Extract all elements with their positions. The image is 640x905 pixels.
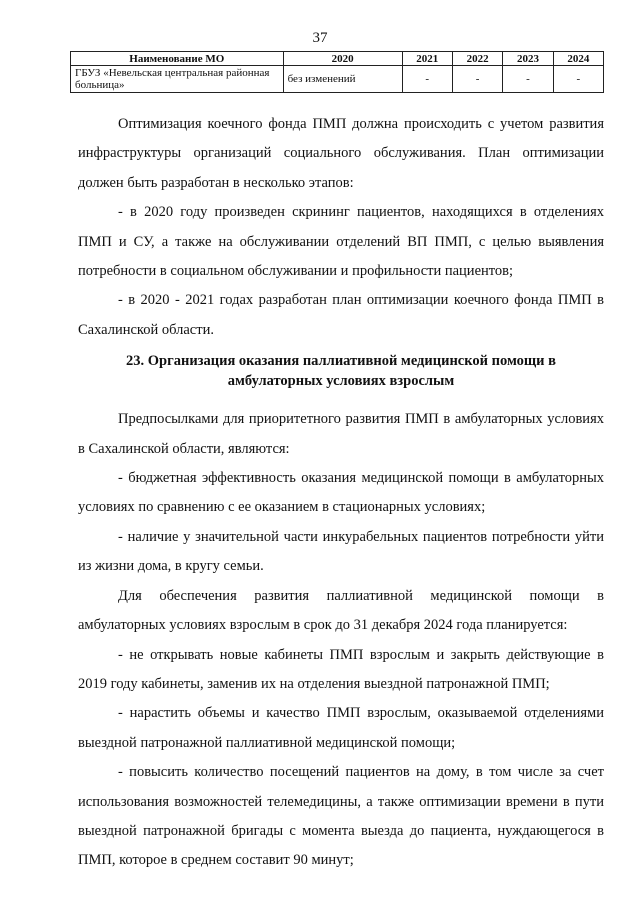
header-2024: 2024	[553, 52, 603, 66]
paragraph-prerequisites: Предпосылками для приоритетного развития ПМП в амбулаторных условиях в Сахалинской области, являются:	[78, 411, 604, 457]
header-name-mo: Наименование МО	[71, 52, 284, 66]
paragraph-volumes: - нарастить объемы и качество ПМП взрослым, оказываемой отделениями выездной патронажной паллиативной медицинской помощи;	[78, 705, 604, 751]
paragraph-plan: - в 2020 - 2021 годах разработан план оптимизации коечного фонда ПМП в Сахалинской области.	[78, 292, 604, 338]
paragraph-optimization: Оптимизация коечного фонда ПМП должна происходить с учетом развития инфраструктуры организаций социального обслуживания. План оптимизации должен быть разработан в несколько этапов:	[78, 116, 604, 191]
paragraph-cabinets: - не открывать новые кабинеты ПМП взрослым и закрыть действующие в 2019 году кабинеты, заменив их на отделения выездной патронажной ПМП;	[78, 646, 604, 692]
cell-mo-name: ГБУЗ «Невельская центральная районная больница»	[71, 66, 284, 93]
section-heading	[78, 351, 604, 391]
paragraph-visits: - повысить количество посещений пациентов на дому, в том числе за счет использования возможностей телемедицины, а также оптимизации времени в пути выездной патронажной бригады с момента выезда до пациента, нуждающегося в ПМП, которое в среднем составит 90 минут;	[78, 764, 604, 869]
paragraph-screening: - в 2020 году произведен скрининг пациентов, находящихся в отделениях ПМП и СУ, а также на обслуживании отделений ВП ПМП, с целью выявления потребности в социальном обслуживании и профильности пациентов;	[78, 204, 604, 280]
header-2023: 2023	[503, 52, 553, 66]
header-2021: 2021	[402, 52, 452, 66]
header-2020: 2020	[283, 52, 402, 66]
cell-2021: -	[402, 66, 452, 93]
paragraph-planned: Для обеспечения развития паллиативной медицинской помощи в амбулаторных условиях взрослым в срок до 31 декабря 2024 года планируется:	[78, 587, 604, 634]
header-2022: 2022	[452, 52, 502, 66]
paragraph-budget: - бюджетная эффективность оказания медицинской помощи в амбулаторных условиях по сравнению с ее оказанием в стационарных условиях;	[78, 470, 604, 516]
cell-2024: -	[553, 66, 603, 93]
table-row	[71, 66, 604, 93]
cell-2022: -	[452, 66, 502, 93]
section-heading-line2: амбулаторных условиях взрослым	[227, 373, 455, 390]
section-heading-line1: 23. Организация оказания паллиативной медицинской помощи в	[126, 353, 556, 370]
cell-2020: без изменений	[283, 66, 402, 93]
paragraph-home: - наличие у значительной части инкурабельных пациентов потребности уйти из жизни дома, в кругу семьи.	[78, 528, 604, 575]
mo-table	[70, 51, 604, 93]
table-header-row	[71, 52, 604, 66]
cell-2023: -	[503, 66, 553, 93]
page-number: 37	[312, 30, 328, 46]
body-text	[78, 110, 604, 876]
